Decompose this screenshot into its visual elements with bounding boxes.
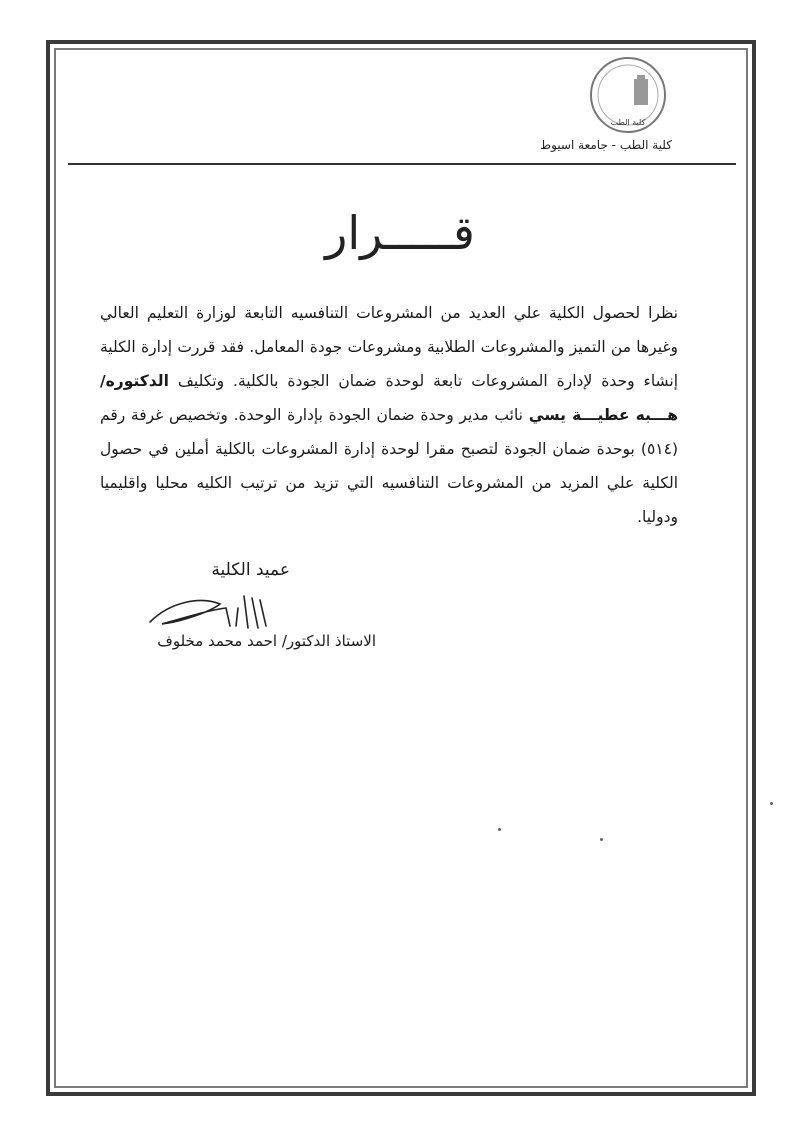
decision-body <box>100 296 678 534</box>
scan-speck <box>600 838 603 841</box>
dean-name: الاستاذ الدكتور/ احمد محمد مخلوف <box>157 632 376 650</box>
institution-name: كلية الطب - جامعة اسيوط <box>540 138 672 152</box>
page-border-inner <box>54 48 748 1088</box>
handwritten-signature <box>140 582 290 632</box>
body-text-part1: نظرا لحصول الكلية علي العديد من المشروعات التنافسيه التابعة لوزارة التعليم العالي وغيرها من التميز والمشروعات الطلابية ومشروعات جودة المعامل. فقد قررت إدارة الكلية إنشاء وحدة لإدارة المشروعات تابعة لوحدة ضمان الجودة بالكلية. وتكليف <box>100 304 678 390</box>
scan-speck <box>498 828 501 831</box>
body-text-part2: نائب مدير وحدة ضمان الجودة بإدارة الوحدة. وتخصيص غرفة رقم (٥١٤) بوحدة ضمان الجودة لتصبح مقرا لوحدة إدارة المشروعات بالكلية أملين في حصول الكلية علي المزيد من المشروعات التنافسيه التي تزيد من ترتيب الكليه محليا واقليميا ودوليا. <box>100 406 678 526</box>
assigned-person-name: الدكتوره/ هـــبه عطيـــة يسي <box>100 372 678 424</box>
logo-caption: كلية الطب <box>610 118 646 127</box>
scan-speck <box>770 802 773 805</box>
header-divider <box>68 163 736 165</box>
document-title: قـــــرار <box>325 206 475 260</box>
dean-label: عميد الكلية <box>211 560 290 580</box>
faculty-logo <box>588 55 668 135</box>
